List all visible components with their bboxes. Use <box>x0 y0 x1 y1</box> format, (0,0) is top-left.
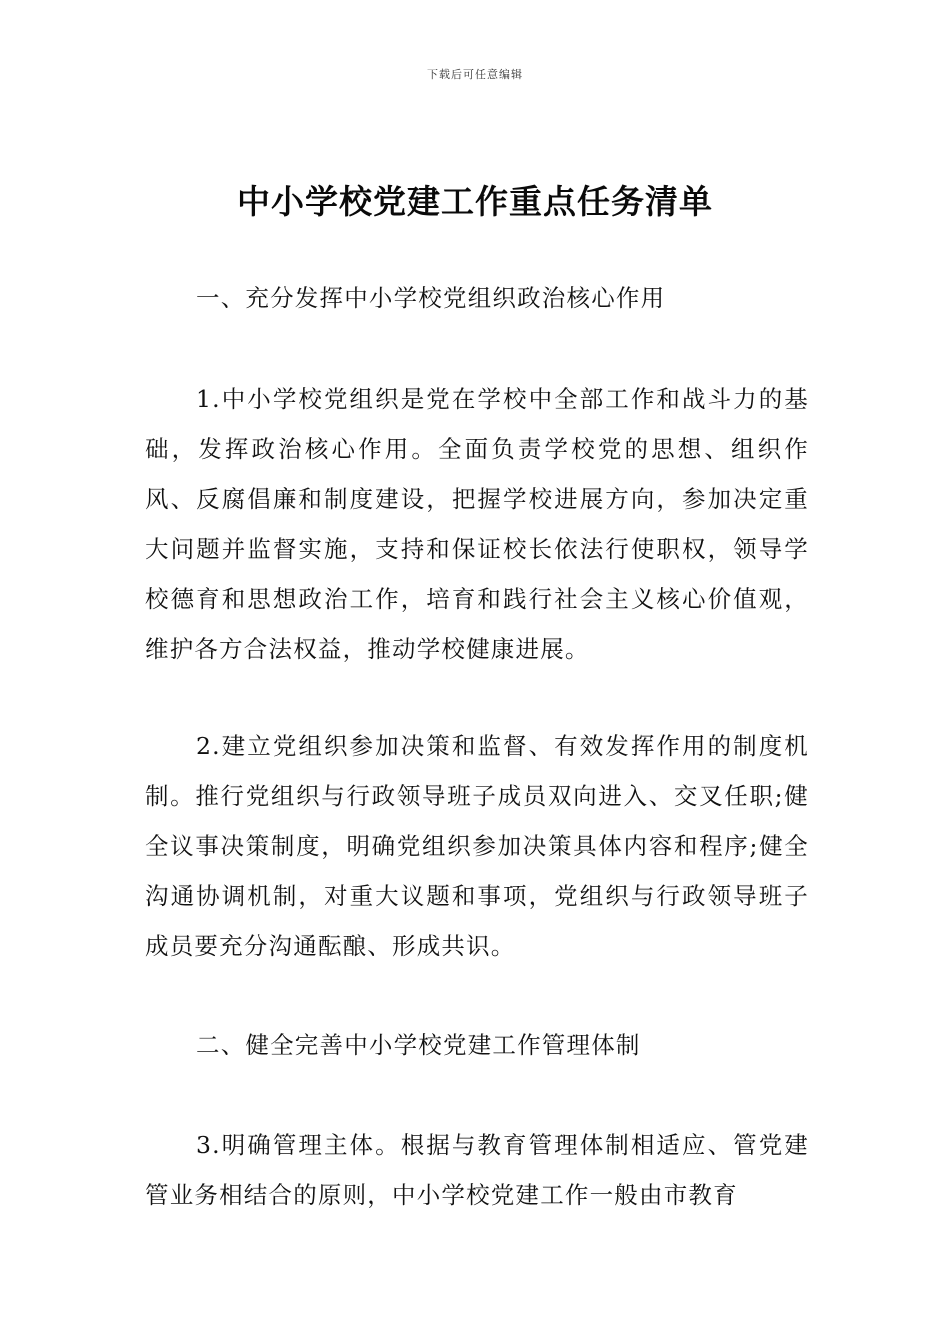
document-title: 中小学校党建工作重点任务清单 <box>237 182 713 221</box>
paragraph-3 <box>145 1120 809 1220</box>
paragraph-1 <box>145 374 809 674</box>
header-note: 下载后可任意编辑 <box>427 68 523 81</box>
paragraph-1-text: 1.中小学校党组织是党在学校中全部工作和战斗力的基础，发挥政治核心作用。全面负责学校党的思想、组织作风、反腐倡廉和制度建设，把握学校进展方向，参加决定重大问题并监督实施，支持和保证校长依法行使职权，领导学校德育和思想政治工作，培育和践行社会主义核心价值观，维护各方合法权益，推动学校健康进展。 <box>145 385 809 663</box>
paragraph-2 <box>145 721 809 971</box>
paragraph-2-text: 2.建立党组织参加决策和监督、有效发挥作用的制度机制。推行党组织与行政领导班子成员双向进入、交叉任职;健全议事决策制度，明确党组织参加决策具体内容和程序;健全沟通协调机制，对重大议题和事项，党组织与行政领导班子成员要充分沟通酝酿、形成共识。 <box>145 732 809 960</box>
paragraph-3-text: 3.明确管理主体。根据与教育管理体制相适应、管党建管业务相结合的原则，中小学校党建工作一般由市教育 <box>145 1131 809 1209</box>
section-heading-2: 二、健全完善中小学校党建工作管理体制 <box>196 1031 641 1059</box>
section-heading-1: 一、充分发挥中小学校党组织政治核心作用 <box>196 284 666 312</box>
